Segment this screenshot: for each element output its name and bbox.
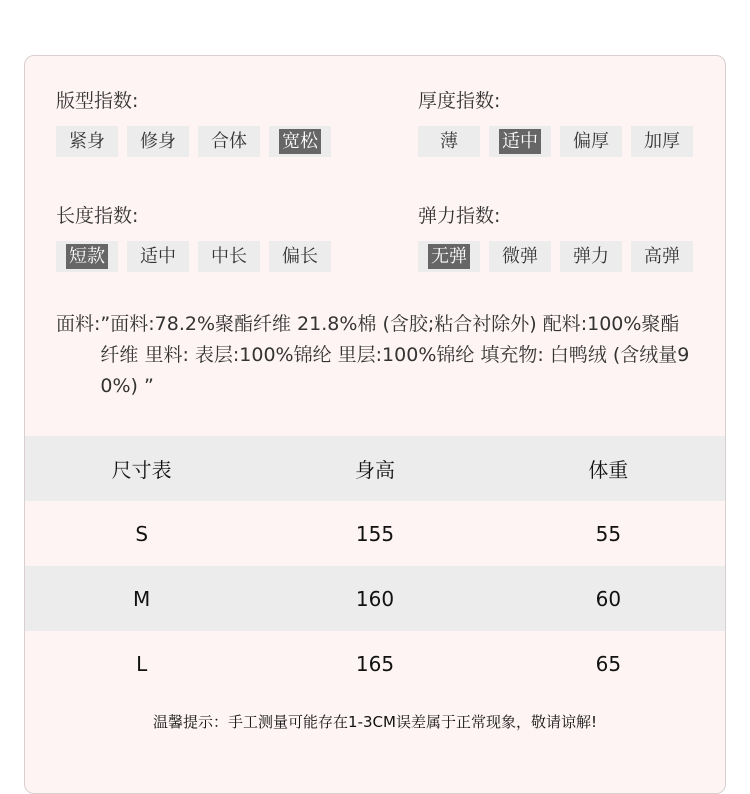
thickness-option-1: 薄 (418, 126, 480, 157)
length-index-label: 长度指数: (56, 205, 139, 227)
elasticity-index-group (418, 202, 693, 272)
fabric-label: 面料: (56, 313, 101, 335)
thickness-option-2-selected: 适中 (489, 126, 551, 157)
height-cell: 160 (355, 586, 395, 611)
thickness-index-group (418, 87, 693, 157)
elasticity-index-label: 弹力指数: (418, 205, 501, 227)
fit-option-4-selected: 宽松 (269, 126, 331, 157)
product-info-card (24, 55, 726, 794)
header-height: 身高 (354, 458, 395, 482)
table-row (25, 566, 725, 631)
size-cell: S (135, 521, 149, 546)
elasticity-option-1-selected: 无弹 (418, 241, 480, 272)
elasticity-option-3: 弹力 (560, 241, 622, 272)
weight-cell: 55 (595, 521, 622, 546)
table-row (25, 501, 725, 566)
fit-index-group (56, 87, 331, 157)
fit-option-2: 修身 (127, 126, 189, 157)
fit-option-1: 紧身 (56, 126, 118, 157)
thickness-option-4: 加厚 (631, 126, 693, 157)
elasticity-option-4: 高弹 (631, 241, 693, 272)
size-cell: M (133, 586, 151, 611)
size-table (25, 436, 725, 696)
elasticity-option-2: 微弹 (489, 241, 551, 272)
measurement-note: 温馨提示：手工测量可能存在1-3CM误差属于正常现象，敬请谅解! (153, 713, 597, 731)
fabric-text: ”面料:78.2%聚酯纤维 21.8%棉 (含胶;粘合衬除外) 配料:100%聚酯纤维 里料: 表层:100%锦纶 里层:100%锦纶 填充物: 白鸭绒 (含绒量90%) ” (100, 313, 690, 397)
length-option-3: 中长 (198, 241, 260, 272)
length-index-group (56, 202, 331, 272)
header-size-chart: 尺寸表 (111, 458, 172, 482)
size-table-header (25, 436, 725, 501)
table-row (25, 631, 725, 696)
thickness-index-label: 厚度指数: (418, 90, 501, 112)
thickness-option-3: 偏厚 (560, 126, 622, 157)
fit-option-3: 合体 (198, 126, 260, 157)
height-cell: 165 (355, 651, 395, 676)
fabric-composition (56, 309, 696, 402)
header-weight: 体重 (588, 458, 629, 482)
size-cell: L (136, 651, 148, 676)
fit-index-label: 版型指数: (56, 90, 139, 112)
length-option-4: 偏长 (269, 241, 331, 272)
height-cell: 155 (355, 521, 395, 546)
length-option-1-selected: 短款 (56, 241, 118, 272)
weight-cell: 60 (595, 586, 622, 611)
weight-cell: 65 (595, 651, 622, 676)
length-option-2: 适中 (127, 241, 189, 272)
